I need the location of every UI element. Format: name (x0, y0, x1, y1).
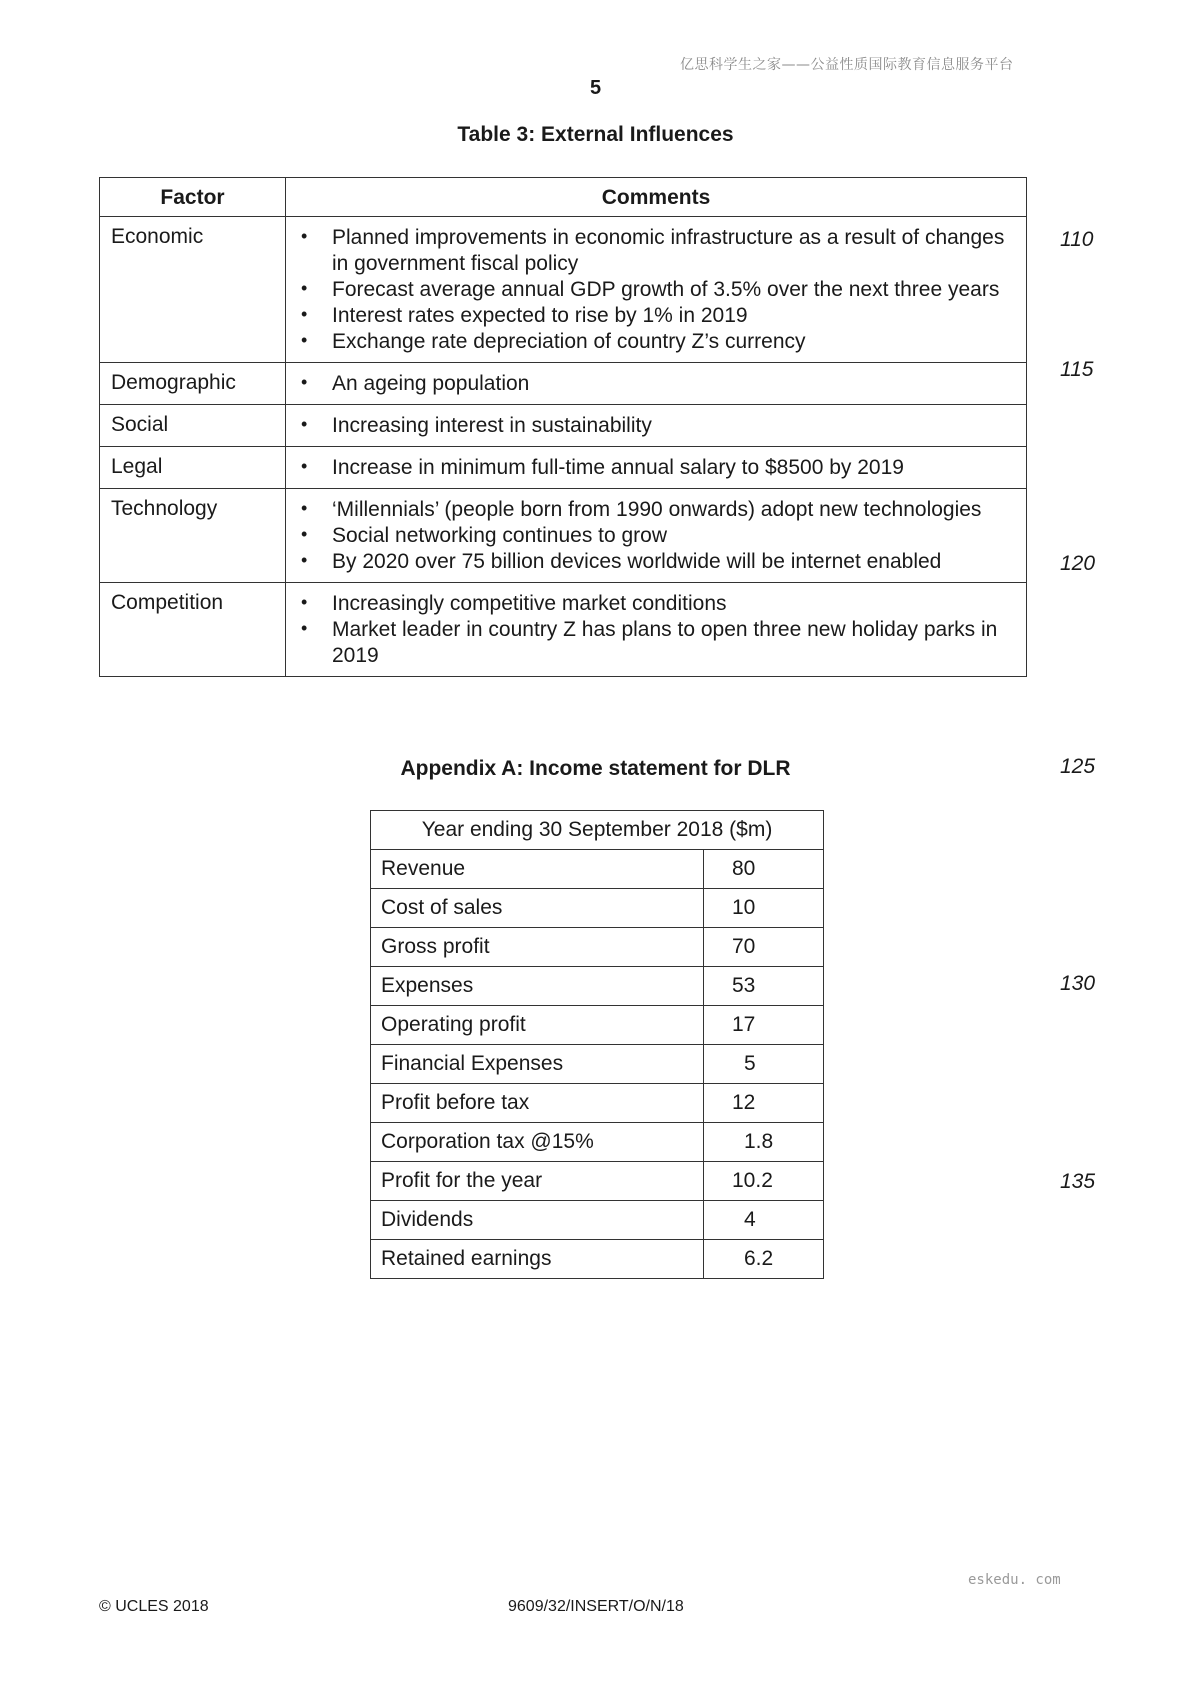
appendix-a-title: Appendix A: Income statement for DLR (400, 757, 791, 780)
income-value: 17 (704, 1006, 824, 1045)
footer-copyright: © UCLES 2018 (99, 1598, 209, 1615)
income-value: 70 (704, 928, 824, 967)
factor-cell: Competition (100, 583, 286, 677)
income-value: 10.2 (704, 1162, 824, 1201)
income-value: 6.2 (704, 1240, 824, 1279)
income-statement-table (370, 810, 824, 1279)
income-value: 12 (704, 1084, 824, 1123)
table-row (371, 1162, 824, 1201)
income-value: 1.8 (704, 1123, 824, 1162)
table-row (100, 489, 1027, 583)
line-number-115: 115 (1060, 358, 1094, 381)
income-label: Cost of sales (371, 889, 704, 928)
comment-item: • Social networking continues to grow (298, 523, 1016, 549)
income-value: 53 (704, 967, 824, 1006)
income-value: 80 (704, 850, 824, 889)
watermark-top: 亿思科学生之家——公益性质国际教育信息服务平台 (680, 57, 1014, 73)
income-label: Dividends (371, 1201, 704, 1240)
income-value: 5 (704, 1045, 824, 1084)
income-label: Revenue (371, 850, 704, 889)
comment-item: • Planned improvements in economic infrastructure as a result of changes in government fiscal policy (298, 225, 1016, 277)
income-label: Corporation tax @15% (371, 1123, 704, 1162)
comments-cell (286, 489, 1027, 583)
watermark-bottom: eskedu. com (968, 1572, 1061, 1588)
table-row (371, 967, 824, 1006)
table-header-row (100, 178, 1027, 217)
footer-code: 9609/32/INSERT/O/N/18 (508, 1598, 684, 1615)
table-row (371, 850, 824, 889)
table-row (371, 1123, 824, 1162)
table-row (371, 1201, 824, 1240)
income-label: Retained earnings (371, 1240, 704, 1279)
table3-title: Table 3: External Influences (457, 123, 734, 146)
comment-item: • By 2020 over 75 billion devices worldwide will be internet enabled (298, 549, 1016, 575)
table-row (371, 1240, 824, 1279)
comment-item: • Increasing interest in sustainability (298, 413, 1016, 439)
factor-cell: Social (100, 405, 286, 447)
table-row (100, 583, 1027, 677)
comments-cell (286, 583, 1027, 677)
factor-cell: Demographic (100, 363, 286, 405)
comment-item: • An ageing population (298, 371, 1016, 397)
income-label: Operating profit (371, 1006, 704, 1045)
income-label: Gross profit (371, 928, 704, 967)
income-value: 10 (704, 889, 824, 928)
factor-cell: Legal (100, 447, 286, 489)
comments-cell (286, 405, 1027, 447)
income-value: 4 (704, 1201, 824, 1240)
table-row (371, 1006, 824, 1045)
income-label: Profit before tax (371, 1084, 704, 1123)
comment-item: • Interest rates expected to rise by 1% in 2019 (298, 303, 1016, 329)
line-number-130: 130 (1060, 972, 1096, 995)
table-row (371, 1045, 824, 1084)
comment-item: • ‘Millennials’ (people born from 1990 onwards) adopt new technologies (298, 497, 1016, 523)
income-header: Year ending 30 September 2018 ($m) (371, 811, 824, 850)
comment-item: • Increasingly competitive market conditions (298, 591, 1016, 617)
comment-item: • Increase in minimum full-time annual salary to $8500 by 2019 (298, 455, 1016, 481)
factor-cell: Technology (100, 489, 286, 583)
external-influences-table (99, 177, 1027, 677)
table-row (371, 928, 824, 967)
table-row (100, 405, 1027, 447)
table-row (371, 1084, 824, 1123)
comment-item: • Exchange rate depreciation of country Z’s currency (298, 329, 1016, 355)
factor-cell: Economic (100, 217, 286, 363)
table-row (100, 447, 1027, 489)
comments-cell (286, 363, 1027, 405)
income-label: Profit for the year (371, 1162, 704, 1201)
table-row (371, 889, 824, 928)
income-label: Financial Expenses (371, 1045, 704, 1084)
income-header-row (371, 811, 824, 850)
table-row (100, 363, 1027, 405)
comments-header: Comments (286, 178, 1027, 217)
comment-item: • Market leader in country Z has plans to open three new holiday parks in 2019 (298, 617, 1016, 669)
line-number-120: 120 (1060, 552, 1096, 575)
income-label: Expenses (371, 967, 704, 1006)
comment-item: • Forecast average annual GDP growth of 3.5% over the next three years (298, 277, 1016, 303)
line-number-125: 125 (1060, 755, 1096, 778)
comments-cell (286, 217, 1027, 363)
page-number: 5 (589, 77, 602, 99)
factor-header: Factor (100, 178, 286, 217)
line-number-135: 135 (1060, 1170, 1096, 1193)
comments-cell (286, 447, 1027, 489)
line-number-110: 110 (1060, 228, 1094, 251)
table-row (100, 217, 1027, 363)
